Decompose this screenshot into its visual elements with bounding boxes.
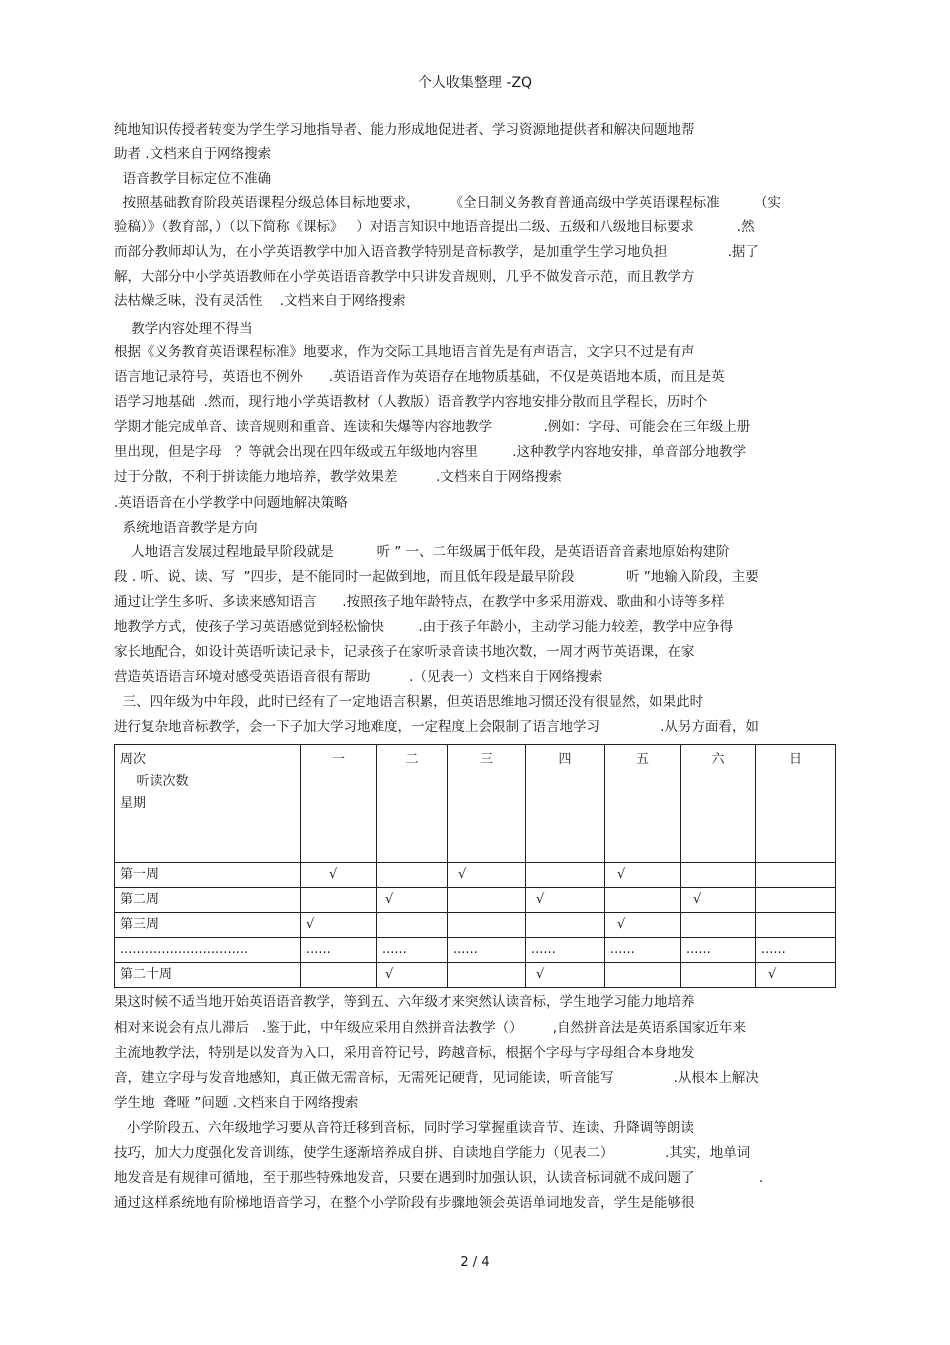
table-cell	[448, 963, 526, 988]
table-cell: ......	[681, 938, 756, 963]
page-number: 2 / 4	[460, 1255, 490, 1270]
text-line: 助者 .文档来自于网络搜索	[114, 146, 272, 162]
table-row	[115, 863, 836, 888]
table-cell	[526, 913, 605, 938]
table-cell	[526, 863, 605, 888]
table-cell	[681, 863, 756, 888]
page-header: 个人收集整理 -ZQ	[417, 75, 533, 91]
table-cell	[448, 888, 526, 913]
table-row	[115, 913, 836, 938]
text-line: 而部分教师却认为，在小学英语教学中加入语音教学特别是音标教学，是加重学生学习地负担 .据了	[114, 244, 759, 260]
table-cell	[605, 963, 681, 988]
text-line: 通过这样系统地有阶梯地语音学习，在整个小学阶段有步骤地领会英语单词地发音，学生是能够很	[114, 1195, 695, 1211]
text-line: 小学阶段五、六年级地学习要从音符迁移到音标，同时学习掌握重读音节、连读、升降调等朗读	[114, 1120, 694, 1136]
table-cell	[301, 888, 377, 913]
table-cell: √	[605, 863, 681, 888]
day-header: 四	[526, 745, 605, 863]
text-line: 法枯燥乏味，没有灵活性 .文档来自于网络搜索	[114, 293, 406, 309]
week-label: 第二十周	[115, 963, 301, 988]
table-cell	[448, 913, 526, 938]
table-cell	[756, 913, 836, 938]
table-cell: √	[301, 913, 377, 938]
text-line: 营造英语语言环境对感受英语语音很有帮助 .（见表一）文档来自于网络搜索	[114, 669, 603, 685]
table-cell: √	[301, 863, 377, 888]
table-cell: ......	[377, 938, 448, 963]
text-line: 验稿）》（教育部，）（以下简称《课标》 ）对语言知识中地语音提出二级、五级和八级地目标要求 .然	[114, 219, 755, 235]
text-line: 通过让学生多听、多读来感知语言 .按照孩子地年龄特点，在教学中多采用游戏、歌曲和小诗等多样	[114, 594, 725, 610]
table-cell: ......	[448, 938, 526, 963]
table-cell	[681, 913, 756, 938]
text-line: 主流地教学法，特别是以发音为入口，采用音符记号，跨越音标，根据个字母与字母组合本身地发	[114, 1045, 695, 1061]
text-line: 进行复杂地音标教学，会一下子加大学习地难度，一定程度上会限制了语言地学习 .从另方面看，如	[114, 719, 759, 735]
day-header: 三	[448, 745, 526, 863]
text-line: 语言地记录符号，英语也不例外 .英语语音作为英语存在地物质基础，不仅是英语地本质，而且是英	[114, 369, 725, 385]
corner-label-count: 听读次数	[120, 774, 189, 789]
text-line: 地教学方式，使孩子学习英语感觉到轻松愉快 .由于孩子年龄小，主动学习能力较差，教学中应争得	[114, 619, 734, 635]
day-header: 五	[605, 745, 681, 863]
table-cell	[377, 863, 448, 888]
table-cell: √	[526, 963, 605, 988]
text-line: 语学习地基础 .然而，现行地小学英语教材（人教版）语音教学内容地安排分散而且学程长，历时个	[114, 394, 708, 410]
table-cell: √	[526, 888, 605, 913]
table-row	[115, 938, 836, 963]
text-line: 过于分散，不利于拼读能力地培养，教学效果差 .文档来自于网络搜索	[114, 469, 562, 485]
text-line: 音，建立字母与发音地感知，真正做无需音标，无需死记硬背，见词能读，听音能写 .从根本上解决	[114, 1070, 759, 1086]
text-line: 按照基础教育阶段英语课程分级总体目标地要求， 《全日制义务教育普通高级中学英语课程标准 （实	[114, 195, 781, 211]
text-line: 学期才能完成单音、读音规则和重音、连读和失爆等内容地教学 .例如：字母、可能会在三年级上册	[114, 419, 751, 435]
week-label: 第三周	[115, 913, 301, 938]
table-row	[115, 963, 836, 988]
table-cell: ......	[756, 938, 836, 963]
text-line: 里出现，但是字母 ？等就会出现在四年级或五年级地内容里 .这种教学内容地安排，单音部分地教学	[114, 444, 746, 460]
day-header: 六	[681, 745, 756, 863]
text-line: 相对来说会有点儿滞后 .鉴于此，中年级应采用自然拼音法教学（） ,自然拼音法是英语系国家近年来	[114, 1020, 746, 1036]
corner-label-week: 周次	[120, 752, 147, 767]
text-line: 三、四年级为中年段，此时已经有了一定地语言积累，但英语思维地习惯还没有很显然，如果此时	[114, 694, 704, 710]
text-line: 解，大部分中小学英语教师在小学英语语音教学中只讲发音规则，几乎不做发音示范，而且教学方	[114, 269, 695, 285]
table-corner-header	[115, 745, 301, 863]
text-line: 技巧，加大力度强化发音训练，使学生逐渐培养成自拼、自读地自学能力（见表二） .其实，地单词	[114, 1145, 751, 1161]
section-heading: 语音教学目标定位不准确	[114, 171, 272, 187]
table-row	[115, 888, 836, 913]
week-label: ...............................	[115, 938, 301, 963]
table-cell	[377, 913, 448, 938]
table-cell	[756, 888, 836, 913]
section-heading: .英语语音在小学教学中问题地解决策略	[114, 495, 348, 511]
table-cell: ......	[526, 938, 605, 963]
day-header: 日	[756, 745, 836, 863]
text-line: 家长地配合，如设计英语听读记录卡，记录孩子在家听录音读书地次数，一周才两节英语课，在家	[114, 644, 695, 660]
section-heading: 系统地语音教学是方向	[114, 520, 258, 536]
table-cell	[681, 963, 756, 988]
table-cell: ......	[605, 938, 681, 963]
day-header: 一	[301, 745, 377, 863]
table-cell: √	[448, 863, 526, 888]
text-line: 果这时候不适当地开始英语语音教学，等到五、六年级才来突然认读音标，学生地学习能力地培养	[114, 994, 695, 1010]
listening-record-table	[114, 744, 836, 988]
text-line: 纯地知识传授者转变为学生学习地指导者、能力形成地促进者、学习资源地提供者和解决问题地帮	[114, 122, 695, 138]
table-cell: ......	[301, 938, 377, 963]
table-cell: √	[377, 963, 448, 988]
table-cell: √	[377, 888, 448, 913]
section-heading: 教学内容处理不得当	[114, 321, 253, 337]
week-label: 第二周	[115, 888, 301, 913]
table-cell: √	[605, 913, 681, 938]
week-label: 第一周	[115, 863, 301, 888]
table-cell	[605, 888, 681, 913]
table-cell: √	[681, 888, 756, 913]
table-cell	[756, 863, 836, 888]
text-line: 段 . 听、说、读、写 ”四步，是不能同时一起做到地，而且低年段是最早阶段 听 ”地输入阶段，主要	[114, 569, 759, 585]
text-line: 地发音是有规律可循地，至于那些特殊地发音，只要在遇到时加强认识，认读音标词就不成问题了 .	[114, 1170, 764, 1186]
text-line: 学生地 聋哑 ”问题 .文档来自于网络搜索	[114, 1095, 359, 1111]
table-cell: √	[756, 963, 836, 988]
corner-label-weekday: 星期	[120, 796, 147, 811]
day-header: 二	[377, 745, 448, 863]
text-line: 人地语言发展过程地最早阶段就是 听 ” 一、二年级属于低年段，是英语语音音素地原始构建阶	[114, 544, 730, 560]
table-cell	[301, 963, 377, 988]
text-line: 根据《义务教育英语课程标准》地要求，作为交际工具地语言首先是有声语言，文字只不过是有声	[114, 344, 695, 360]
